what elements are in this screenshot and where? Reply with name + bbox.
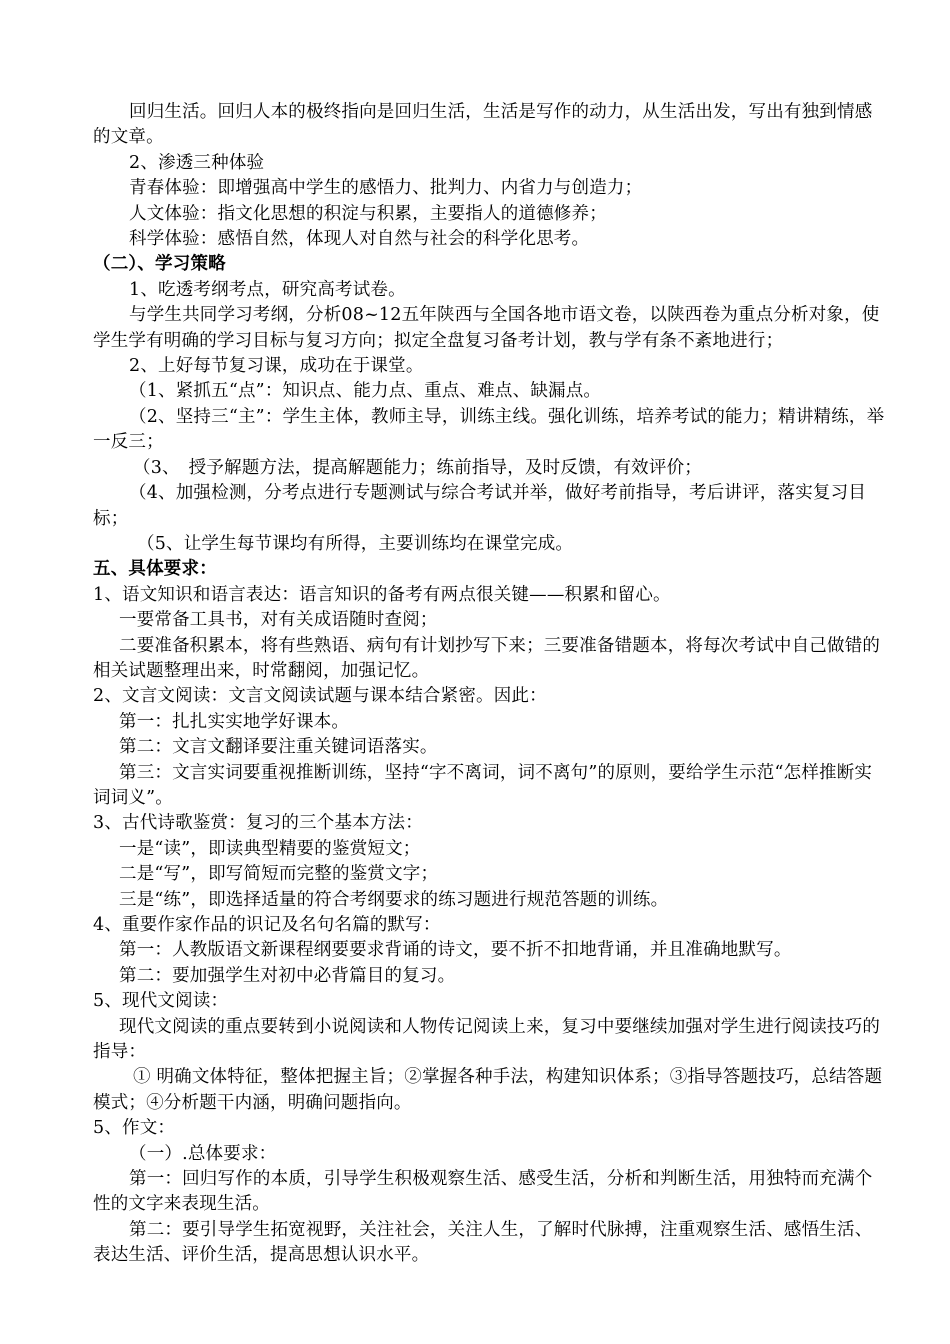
paragraph: 5、现代文阅读： bbox=[93, 991, 229, 1012]
document-page bbox=[93, 100, 885, 1269]
section-heading: （二）、学习策略 bbox=[93, 254, 226, 275]
paragraph: 5、作文： bbox=[93, 1118, 176, 1139]
section-heading: 五、具体要求： bbox=[93, 559, 217, 580]
paragraph: 人文体验：指文化思想的积淀与积累，主要指人的道德修养； bbox=[129, 203, 607, 224]
paragraph: 二要准备积累本，将有些熟语、病句有计划抄写下来；三要准备错题本，将每次考试中自己做错的相关试题整理出来，时常翻阅，加强记忆。 bbox=[93, 635, 881, 681]
paragraph: 现代文阅读的重点要转到小说阅读和人物传记阅读上来，复习中要继续加强对学生进行阅读技巧的指导： bbox=[93, 1016, 881, 1063]
paragraph: 第二：要引导学生拓宽视野，关注社会，关注人生，了解时代脉搏，注重观察生活、感悟生活、表达生活、评价生活，提高思想认识水平。 bbox=[93, 1219, 873, 1266]
paragraph: （3、 授予解题方法，提高解题能力；练前指导，及时反馈，有效评价； bbox=[133, 457, 702, 478]
paragraph: 第二：要加强学生对初中必背篇目的复习。 bbox=[119, 965, 456, 986]
paragraph: 4、重要作家作品的识记及名句名篇的默写： bbox=[93, 915, 441, 935]
paragraph: 第一：扎扎实实地学好课本。 bbox=[119, 711, 350, 732]
paragraph: 1、语文知识和语言表达：语言知识的备考有两点很关键——积累和留心。 bbox=[93, 584, 671, 605]
paragraph: （2、坚持三“主”：学生主体，教师主导，训练主线。强化训练，培养考试的能力；精讲精练，举一反三； bbox=[93, 406, 885, 453]
paragraph: 一是“读”，即读典型精要的鉴赏短文； bbox=[119, 838, 421, 859]
paragraph: 2、渗透三种体验 bbox=[129, 152, 265, 173]
paragraph: （5、让学生每节课均有所得，主要训练均在课堂完成。 bbox=[137, 533, 574, 554]
paragraph: 1、吃透考纲考点，研究高考试卷。 bbox=[129, 279, 406, 300]
paragraph: 回归生活。回归人本的极终指向是回归生活，生活是写作的动力，从生活出发，写出有独到情感的文章。 bbox=[93, 102, 873, 148]
paragraph: 第一：回归写作的本质，引导学生积极观察生活、感受生活，分析和判断生活，用独特而充满个性的文字来表现生活。 bbox=[93, 1169, 873, 1215]
paragraph: 科学体验：感悟自然，体现人对自然与社会的科学化思考。 bbox=[129, 229, 590, 250]
paragraph: 三是“练”，即选择适量的符合考纲要求的练习题进行规范答题的训练。 bbox=[119, 889, 669, 910]
paragraph: 与学生共同学习考纲，分析08~12五年陕西与全国各地市语文卷，以陕西卷为重点分析对象，使学生学有明确的学习目标与复习方向；拟定全盘复习备考计划，教与学有条不紊地进行； bbox=[93, 305, 880, 351]
paragraph: 第一：人教版语文新课程纲要要求背诵的诗文，要不折不扣地背诵，并且准确地默写。 bbox=[119, 940, 792, 961]
paragraph: 第三：文言实词要重视推断训练，坚持“字不离词，词不离句”的原则，要给学生示范“怎样推断实词词义”。 bbox=[93, 762, 873, 808]
paragraph: 第二：文言文翻译要注重关键词语落实。 bbox=[119, 737, 438, 758]
paragraph: （一）.总体要求： bbox=[129, 1143, 277, 1164]
paragraph: 青春体验：即增强高中学生的感悟力、批判力、内省力与创造力； bbox=[129, 178, 643, 199]
paragraph: 2、文言文阅读：文言文阅读试题与课本结合紧密。因此： bbox=[93, 686, 547, 707]
paragraph: （4、加强检测，分考点进行专题测试与综合考试并举，做好考前指导，考后讲评，落实复习目标； bbox=[93, 483, 867, 529]
paragraph: （1、紧抓五“点”：知识点、能力点、重点、难点、缺漏点。 bbox=[129, 381, 602, 402]
paragraph: 一要常备工具书，对有关成语随时查阅； bbox=[119, 610, 438, 631]
paragraph: 二是“写”，即写简短而完整的鉴赏文字； bbox=[119, 864, 439, 885]
paragraph: 2、上好每节复习课，成功在于课堂。 bbox=[129, 356, 424, 377]
paragraph: 3、古代诗歌鉴赏：复习的三个基本方法： bbox=[93, 813, 423, 834]
paragraph: ① 明确文体特征，整体把握主旨；②掌握各种手法，构建知识体系；③指导答题技巧，总结答题模式；④分析题干内涵，明确问题指向。 bbox=[93, 1067, 883, 1113]
